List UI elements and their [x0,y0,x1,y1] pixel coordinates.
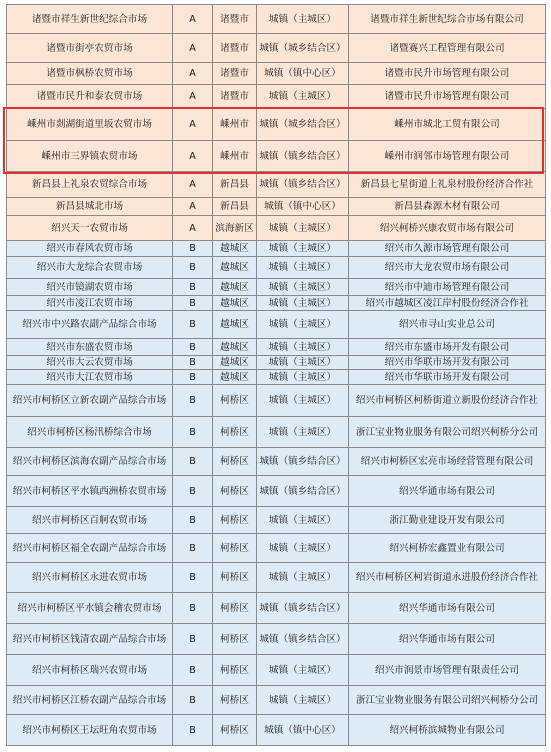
table-row [7,624,546,655]
area-type-cell: 城镇（主城区） [257,370,349,385]
operator-cell: 绍兴市润景市场管理有限责任公司 [349,655,546,686]
market-name-cell: 绍兴市柯桥区永进农贸市场 [7,563,173,593]
county-cell: 嵊州市 [213,109,257,141]
table-row [7,385,546,417]
operator-cell: 浙江宝业物业服务有限公司绍兴柯桥分公司 [349,686,546,715]
grade-cell: A [173,109,213,141]
county-cell: 越城区 [213,296,257,311]
operator-cell: 新昌县七星街道上礼泉村股份经济合作社 [349,172,546,198]
operator-cell: 绍兴柯桥宏鑫置业有限公司 [349,534,546,563]
table-row [7,172,546,198]
area-type-cell: 城镇（城乡结合区） [257,109,349,141]
area-type-cell: 城镇（主城区） [257,339,349,356]
county-cell: 柯桥区 [213,507,257,534]
table-row [7,241,546,257]
grade-cell: B [173,385,213,417]
area-type-cell: 城镇（主城区） [257,257,349,279]
market-name-cell: 嵊州市三界镇农贸市场 [7,141,173,172]
grade-cell: A [173,63,213,85]
operator-cell: 绍兴柯桥滨城物业有限公司 [349,715,546,746]
market-name-cell: 诸暨市民升和泰农贸市场 [7,85,173,109]
county-cell: 柯桥区 [213,624,257,655]
table-row [7,5,546,34]
area-type-cell: 城镇（镇中心区） [257,715,349,746]
market-name-cell: 绍兴市柯桥区百舸农贸市场 [7,507,173,534]
operator-cell: 绍兴市华联市场开发有限公司 [349,370,546,385]
market-name-cell: 绍兴市柯桥区杨汛桥综合市场 [7,417,173,448]
county-cell: 柯桥区 [213,563,257,593]
table-row [7,311,546,339]
area-type-cell: 城镇（主城区） [257,5,349,34]
area-type-cell: 城镇（主城区） [257,216,349,241]
grade-cell: B [173,339,213,356]
market-name-cell: 绍兴市凌江农贸市场 [7,296,173,311]
table-row [7,686,546,715]
area-type-cell: 城镇（镇乡结合区） [257,172,349,198]
grade-cell: B [173,655,213,686]
area-type-cell: 城镇（镇乡结合区） [257,476,349,507]
grade-cell: B [173,279,213,296]
operator-cell: 嵊州市城北工贸有限公司 [349,109,546,141]
area-type-cell: 城镇（主城区） [257,279,349,296]
area-type-cell: 城镇（主城区） [257,241,349,257]
operator-cell: 诸暨市民升市场管理有限公司 [349,63,546,85]
operator-cell: 绍兴市寻山实业总公司 [349,311,546,339]
county-cell: 柯桥区 [213,715,257,746]
market-name-cell: 绍兴市柯桥区平水镇西洲桥农贸市场 [7,476,173,507]
table-row [7,563,546,593]
county-cell: 柯桥区 [213,686,257,715]
market-name-cell: 绍兴市春风农贸市场 [7,241,173,257]
grade-cell: A [173,34,213,63]
operator-cell: 绍兴华通市场有限公司 [349,624,546,655]
table-row [7,507,546,534]
grade-cell: A [173,5,213,34]
county-cell: 诸暨市 [213,63,257,85]
county-cell: 越城区 [213,279,257,296]
operator-cell: 绍兴市柯桥区柯桥街道立新股份经济合作社 [349,385,546,417]
operator-cell: 绍兴市中迪市场管理有限公司 [349,279,546,296]
area-type-cell: 城镇（镇乡结合区） [257,624,349,655]
table-row [7,448,546,476]
market-name-cell: 绍兴市大云农贸市场 [7,356,173,370]
grade-cell: B [173,356,213,370]
operator-cell: 新昌县森源木材有限公司 [349,198,546,216]
county-cell: 柯桥区 [213,385,257,417]
grade-cell: B [173,448,213,476]
market-name-cell: 绍兴市柯桥区滨海农副产品综合市场 [7,448,173,476]
county-cell: 越城区 [213,370,257,385]
grade-cell: B [173,507,213,534]
county-cell: 柯桥区 [213,593,257,624]
grade-cell: A [173,216,213,241]
county-cell: 越城区 [213,356,257,370]
area-type-cell: 城镇（主城区） [257,655,349,686]
market-name-cell: 绍兴市柯桥区福全农副产品综合市场 [7,534,173,563]
area-type-cell: 城镇（主城区） [257,534,349,563]
market-name-cell: 绍兴市柯桥区王坛旺角农贸市场 [7,715,173,746]
area-type-cell: 城镇（主城区） [257,563,349,593]
market-name-cell: 新昌县上礼泉农贸综合市场 [7,172,173,198]
county-cell: 嵊州市 [213,141,257,172]
table-row [7,198,546,216]
grade-cell: B [173,296,213,311]
area-type-cell: 城镇（主城区） [257,507,349,534]
grade-cell: B [173,311,213,339]
operator-cell: 绍兴市久源市场管理有限公司 [349,241,546,257]
area-type-cell: 城镇（镇中心区） [257,198,349,216]
table-row [7,34,546,63]
operator-cell: 绍兴市华联市场开发有限公司 [349,356,546,370]
table-row [7,339,546,356]
grade-cell: A [173,198,213,216]
area-type-cell: 城镇（城乡结合区） [257,34,349,63]
table-row [7,417,546,448]
grade-cell: B [173,624,213,655]
area-type-cell: 城镇（主城区） [257,296,349,311]
county-cell: 越城区 [213,241,257,257]
grade-cell: B [173,241,213,257]
operator-cell: 绍兴华通市场有限公司 [349,476,546,507]
county-cell: 新昌县 [213,172,257,198]
county-cell: 诸暨市 [213,5,257,34]
county-cell: 柯桥区 [213,655,257,686]
grade-cell: B [173,715,213,746]
grade-cell: B [173,476,213,507]
table-row [7,257,546,279]
operator-cell: 诸暨市民升市场管理有限公司 [349,85,546,109]
operator-cell: 绍兴柯桥兴康农贸市场有限公司 [349,216,546,241]
market-name-cell: 绍兴市柯桥区瑞兴农贸市场 [7,655,173,686]
market-name-cell: 绍兴市大江农贸市场 [7,370,173,385]
market-name-cell: 诸暨市街亭农贸市场 [7,34,173,63]
county-cell: 新昌县 [213,198,257,216]
grade-cell: B [173,257,213,279]
area-type-cell: 城镇（主城区） [257,385,349,417]
operator-cell: 诸暨市祥生新世纪综合市场有限公司 [349,5,546,34]
area-type-cell: 城镇（主城区） [257,85,349,109]
operator-cell: 绍兴市柯桥区柯岩街道永进股份经济合作社 [349,563,546,593]
market-name-cell: 绍兴市柯桥区平水镇会稽农贸市场 [7,593,173,624]
market-name-cell: 绍兴市柯桥区江桥农副产品综合市场 [7,686,173,715]
market-name-cell: 绍兴市大龙综合农贸市场 [7,257,173,279]
market-name-cell: 绍兴市柯桥区立新农副产品综合市场 [7,385,173,417]
operator-cell: 浙江勤业建设开发有限公司 [349,507,546,534]
grade-cell: B [173,370,213,385]
county-cell: 诸暨市 [213,85,257,109]
operator-cell: 诸暨赛兴工程管理有限公司 [349,34,546,63]
market-name-cell: 绍兴市柯桥区钱清农副产品综合市场 [7,624,173,655]
market-name-cell: 绍兴市镜湖农贸市场 [7,279,173,296]
area-type-cell: 城镇（主城区） [257,686,349,715]
market-table [6,4,546,746]
operator-cell: 嵊州市润邻市场管理有限公司 [349,141,546,172]
county-cell: 滨海新区 [213,216,257,241]
area-type-cell: 城镇（镇乡结合区） [257,593,349,624]
county-cell: 越城区 [213,257,257,279]
market-name-cell: 绍兴天一农贸市场 [7,216,173,241]
market-name-cell: 绍兴市东盛农贸市场 [7,339,173,356]
operator-cell: 绍兴市东盛市场开发有限公司 [349,339,546,356]
operator-cell: 绍兴市越城区凌江岸村股份经济合作社 [349,296,546,311]
market-name-cell: 诸暨市枫桥农贸市场 [7,63,173,85]
county-cell: 诸暨市 [213,34,257,63]
grade-cell: B [173,563,213,593]
area-type-cell: 城镇（主城区） [257,311,349,339]
table-row [7,356,546,370]
operator-cell: 绍兴市大龙农贸市场有限公司 [349,257,546,279]
market-name-cell: 绍兴市中兴路农副产品综合市场 [7,311,173,339]
grade-cell: A [173,172,213,198]
grade-cell: A [173,141,213,172]
county-cell: 柯桥区 [213,534,257,563]
market-name-cell: 嵊州市剡湖街道里坂农贸市场 [7,109,173,141]
area-type-cell: 城镇（主城区） [257,356,349,370]
grade-cell: B [173,686,213,715]
table-row [7,476,546,507]
grade-cell: B [173,593,213,624]
table-row [7,370,546,385]
area-type-cell: 城镇（镇乡结合区） [257,448,349,476]
table-row [7,85,546,109]
county-cell: 柯桥区 [213,476,257,507]
operator-cell: 浙江宝业物业服务有限公司绍兴柯桥分公司 [349,417,546,448]
table-row [7,534,546,563]
table-row [7,296,546,311]
market-name-cell: 诸暨市祥生新世纪综合市场 [7,5,173,34]
county-cell: 柯桥区 [213,417,257,448]
table-row [7,279,546,296]
area-type-cell: 城镇（镇中心区） [257,63,349,85]
county-cell: 越城区 [213,311,257,339]
market-table-body [7,5,546,746]
county-cell: 柯桥区 [213,448,257,476]
table-row [7,109,546,141]
table-row [7,655,546,686]
grade-cell: A [173,85,213,109]
table-row [7,216,546,241]
operator-cell: 绍兴市柯桥区宏亮市场经营管理有限公司 [349,448,546,476]
table-row [7,593,546,624]
grade-cell: B [173,417,213,448]
table-row [7,715,546,746]
grade-cell: B [173,534,213,563]
area-type-cell: 城镇（镇乡结合区） [257,141,349,172]
county-cell: 越城区 [213,339,257,356]
area-type-cell: 城镇（主城区） [257,417,349,448]
market-name-cell: 新昌县城北市场 [7,198,173,216]
table-row [7,141,546,172]
operator-cell: 绍兴华通市场有限公司 [349,593,546,624]
table-row [7,63,546,85]
